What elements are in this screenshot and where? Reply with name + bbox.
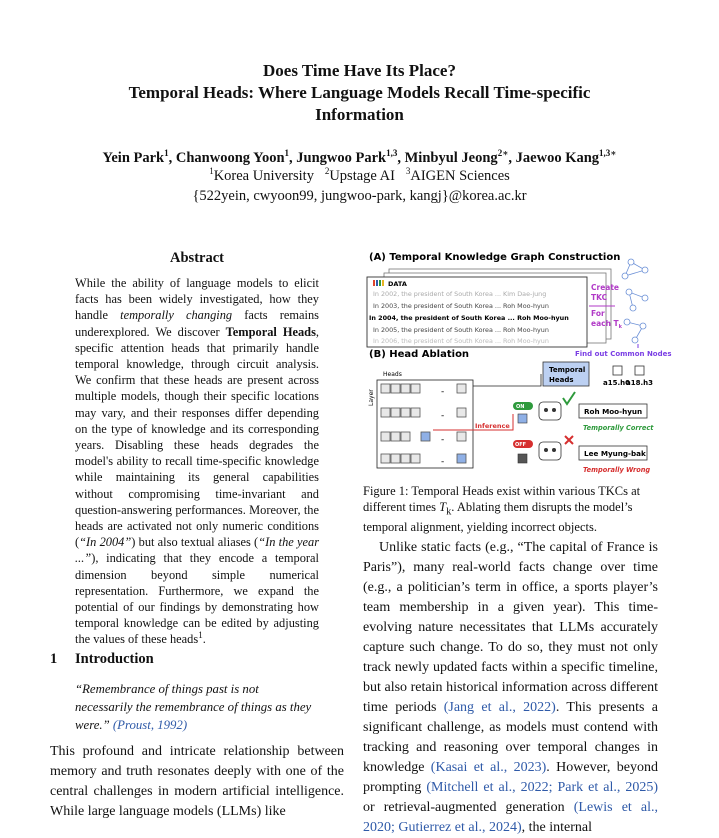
abstract-heading: Abstract bbox=[170, 250, 224, 266]
status-correct: Temporally Correct bbox=[583, 424, 654, 432]
create-tkc-text: TKC bbox=[591, 293, 608, 302]
status-wrong: Temporally Wrong bbox=[583, 466, 651, 474]
affil-sup: 2 bbox=[324, 166, 330, 177]
title-line-2: Temporal Heads: Where Language Models Recall Time-specific bbox=[128, 83, 591, 102]
section-title: Introduction bbox=[75, 651, 154, 667]
title-line-1: Does Time Have Its Place? bbox=[263, 61, 456, 80]
figure-1 bbox=[363, 246, 672, 478]
body-text: Unlike static facts (e.g., “The capital of France is Paris”), many real-world facts change over time (e.g., a politician’s term in office, a sports player’s team membership in a given year). This time-evolving nature necessitates that LLMs accurately capture such change. To do so, they must not only track newly updated facts within a specific timeline, but also retain historical information across different time periods bbox=[363, 540, 658, 715]
create-tkc-sub: k bbox=[618, 324, 622, 330]
caption-text: . Ablating them disrupts the model’s temporal alignment, yielding incorrect objects. bbox=[363, 499, 633, 534]
on-label: ON bbox=[516, 404, 525, 410]
fig-label-b: (B) Head Ablation bbox=[369, 349, 470, 360]
citation-link[interactable]: (Mitchell et al., 2022; Park et al., 2025) bbox=[426, 780, 658, 795]
heads-label: Heads bbox=[383, 371, 402, 378]
quote-text: “Remembrance of things past is not necessarily the remembrance of things as they were.” bbox=[75, 682, 312, 732]
node-name: a18.h3 bbox=[626, 379, 653, 387]
abstract-bold: Temporal Heads bbox=[225, 324, 316, 339]
abstract-body bbox=[75, 275, 319, 648]
knowledge-graph-icon bbox=[622, 259, 648, 343]
author-sup: 1 bbox=[164, 148, 169, 159]
answer-wrong: Lee Myung-bak bbox=[584, 449, 646, 458]
data-row: In 2005, the president of South Korea ... Roh Moo-hyun bbox=[373, 326, 549, 334]
author-sup: 1 bbox=[284, 148, 290, 159]
data-row: In 2002, the president of South Korea ... Kim Dae-jung bbox=[373, 290, 547, 298]
head-node-a15h0 bbox=[613, 366, 622, 375]
affil-sup: 1 bbox=[209, 166, 214, 177]
inference-label: Inference bbox=[475, 422, 510, 430]
create-tkc-text: For bbox=[591, 309, 605, 318]
right-paragraph bbox=[363, 538, 658, 838]
temporal-heads-label: Temporal bbox=[549, 366, 586, 374]
body-text: , the internal bbox=[521, 820, 592, 835]
ellipsis-dot: - bbox=[441, 387, 445, 397]
body-text: or retrieval-augmented generation bbox=[363, 800, 574, 815]
author-name: Yein Park bbox=[102, 150, 165, 166]
ellipsis-dot: - bbox=[441, 411, 445, 421]
body-text: . However, beyond prompting bbox=[363, 760, 658, 795]
cross-icon bbox=[565, 436, 573, 444]
off-label: OFF bbox=[515, 442, 527, 448]
temporal-heads-label: Heads bbox=[549, 376, 574, 384]
author-name: Minbyul Jeong bbox=[404, 150, 498, 166]
robot-icon bbox=[539, 442, 561, 460]
ellipsis-dot: - bbox=[441, 457, 445, 467]
abstract-text: . bbox=[202, 632, 206, 647]
temporal-heads-pointer bbox=[473, 374, 541, 386]
on-head-node bbox=[518, 414, 527, 423]
create-tkc-each: each T bbox=[591, 319, 619, 328]
caption-text: Figure 1: Temporal Heads exist within various TKCs at different times bbox=[363, 484, 641, 514]
robot-icon bbox=[539, 402, 561, 420]
author-name: Jaewoo Kang bbox=[515, 150, 600, 166]
author-emails: {522yein, cwyoon99, jungwoo-park, kangj}@korea.ac.kr bbox=[192, 188, 527, 204]
citation-link[interactable]: (Kasai et al., 2023) bbox=[430, 760, 547, 775]
title-line-3: Information bbox=[315, 105, 404, 124]
quote-citation[interactable]: (Proust, 1992) bbox=[112, 718, 188, 732]
data-row: In 2006, the president of South Korea ... Roh Moo-hyun bbox=[373, 337, 549, 345]
author-name: Chanwoong Yoon bbox=[175, 150, 285, 166]
caption-math-sub: k bbox=[446, 506, 452, 517]
head-grid bbox=[381, 384, 466, 463]
node-name: a15.h0 bbox=[603, 379, 630, 387]
data-row: In 2004, the president of South Korea ... Roh Moo-hyun bbox=[369, 314, 569, 322]
author-list: Yein Park$^1$, Chanwoong Yoon$^1$, Jungwoo Park$^{1,3}$, Minbyul Jeong$^{2∗}$, Jaewoo Kang$^{1,3∗}$ bbox=[102, 148, 617, 166]
intro-paragraph: This profound and intricate relationship between memory and truth resonates deeply with one of the central challenges in modern artificial intelligence. While large language models (LLMs) like bbox=[50, 744, 344, 819]
paper-title bbox=[0, 60, 719, 126]
abstract-emph: “In 2004” bbox=[79, 535, 132, 550]
author-sup: 1,3∗ bbox=[599, 148, 617, 159]
section-number: 1 bbox=[50, 651, 58, 667]
author-name: Jungwoo Park bbox=[296, 150, 387, 166]
abstract-text: facts remains underexplored. We discover bbox=[75, 308, 319, 339]
section-heading bbox=[50, 651, 154, 668]
abstract-text: While the ability of language models to elicit facts has been widely investigated, how they handle bbox=[75, 276, 319, 323]
create-tkc-text: Create bbox=[591, 283, 620, 292]
footnote-marker[interactable]: 1 bbox=[198, 630, 203, 641]
abstract-emph: “In the year ...” bbox=[75, 535, 320, 566]
citation-link[interactable]: (Lewis et al., 2020; Gutierrez et al., 2024) bbox=[363, 800, 658, 835]
body-text: . This presents a significant challenge, as models must contend with tracking and reasoning over temporal changes in knowledge bbox=[363, 700, 658, 775]
author-sup: 2∗ bbox=[497, 148, 509, 159]
data-row: In 2003, the president of South Korea ... Roh Moo-hyun bbox=[373, 302, 549, 310]
abstract-text: , specific attention heads that primarily handle temporal knowledge, through circuit analysis. We confirm that these heads are present across multiple models, though their specific locations may vary, and their responses differ depending on the type of knowledge and its corresponding years. Disabling these heads degrades the model's ability to recall time-specific knowledge while maintaining its general capabilities without compromising time-invariant and question-answering performances. Moreover, the heads are activated not only numeric conditions ( bbox=[75, 324, 319, 550]
figure-caption bbox=[363, 484, 658, 535]
off-head-node bbox=[518, 454, 527, 463]
affil-name: Korea University bbox=[213, 168, 314, 184]
citation-link[interactable]: (Jang et al., 2022) bbox=[443, 700, 556, 715]
fig-label-a: (A) Temporal Knowledge Graph Construction bbox=[369, 252, 621, 263]
abstract-emph: temporally changing bbox=[120, 308, 233, 323]
abstract-text: ), indicating that they encode a temporal dimension beyond simple numerical representation. Furthermore, we expand the potential of our findings by demonstrating how temporal knowledge can be edited by adjusting the values of these heads bbox=[75, 551, 319, 647]
caption-math: T bbox=[439, 499, 447, 514]
data-tag: DATA bbox=[388, 280, 407, 288]
check-icon bbox=[563, 392, 575, 404]
affiliations bbox=[0, 166, 719, 186]
ellipsis-dot: - bbox=[441, 435, 445, 445]
find-common-nodes: Find out Common Nodes bbox=[575, 350, 672, 358]
affil-sup: 3 bbox=[405, 166, 411, 177]
epigraph bbox=[75, 680, 319, 734]
abstract-text: ) but also textual aliases ( bbox=[131, 535, 259, 550]
affil-name: AIGEN Sciences bbox=[410, 168, 510, 184]
answer-correct: Roh Moo-hyun bbox=[584, 407, 643, 416]
head-node-a18h3 bbox=[635, 366, 644, 375]
affil-name: Upstage AI bbox=[329, 168, 395, 184]
layer-label: Layer bbox=[368, 389, 375, 406]
author-sup: 1,3 bbox=[386, 148, 398, 159]
